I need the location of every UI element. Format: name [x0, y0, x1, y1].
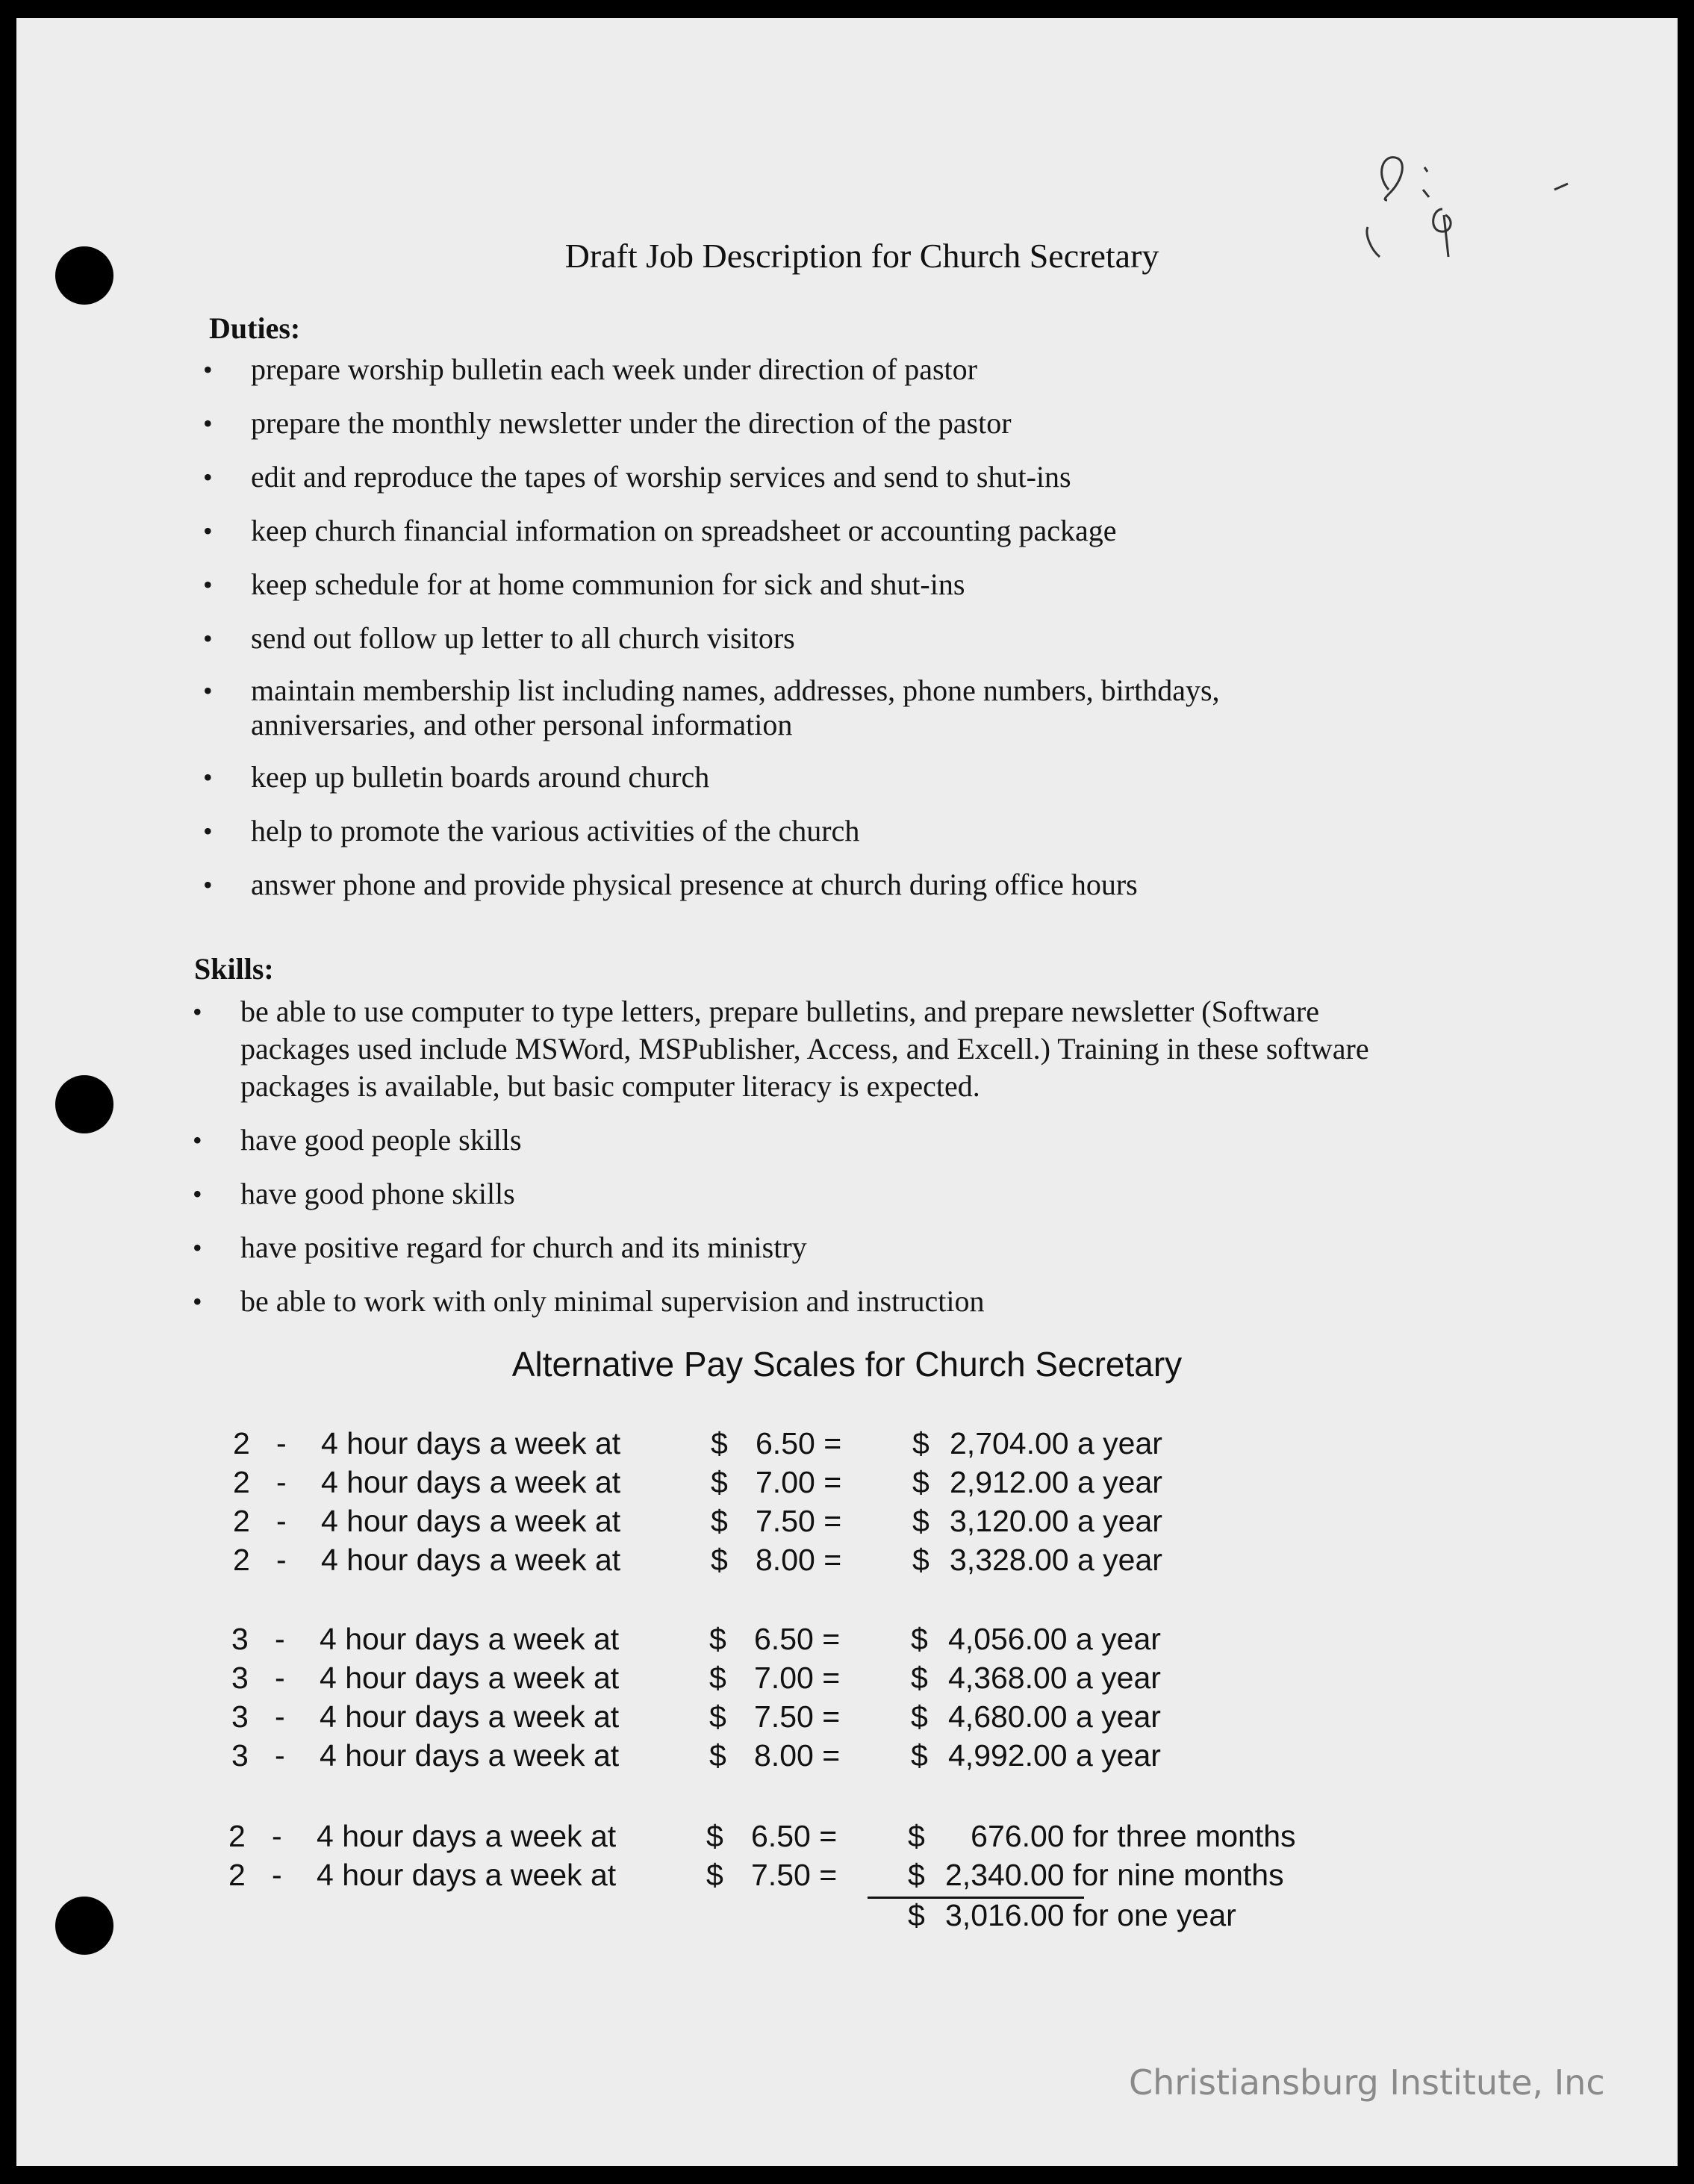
document-title: Draft Job Description for Church Secretary [564, 237, 1159, 275]
amount-dollar-cell: $ [911, 1661, 928, 1695]
dash-cell: - [275, 1661, 285, 1695]
dash-cell: - [272, 1819, 282, 1853]
amount-cell: 676.00 for three months [945, 1819, 1296, 1853]
rate-cell: 6.50 = [751, 1819, 838, 1853]
amount-dollar-cell: $ [912, 1426, 929, 1460]
rate-cell: 7.50 = [754, 1699, 841, 1734]
rate-dollar-cell: $ [709, 1699, 726, 1734]
amount-cell: 2,704.00 a year [950, 1426, 1162, 1460]
amount-cell: 3,328.00 a year [950, 1543, 1162, 1577]
list-item: • maintain membership list including names, addresses, phone numbers, birthdays, anniversaries, and other personal information [203, 673, 1368, 742]
amount-dollar-cell: $ [911, 1622, 928, 1656]
punch-hole-middle [55, 1075, 113, 1133]
rate-dollar-cell: $ [706, 1819, 723, 1853]
amount-cell: 2,912.00 a year [950, 1465, 1162, 1499]
description-cell: 4 hour days a week at [321, 1504, 621, 1538]
rate-dollar-cell: $ [706, 1858, 723, 1892]
amount-cell: 4,056.00 a year [948, 1622, 1161, 1656]
list-item: • be able to work with only minimal supervision and instruction [193, 1283, 1424, 1320]
amount-dollar-cell: $ [912, 1504, 929, 1538]
handwritten-mark [1360, 137, 1577, 317]
amount-cell: 4,368.00 a year [948, 1661, 1161, 1695]
dash-cell: - [275, 1622, 285, 1656]
list-item: • prepare worship bulletin each week under direction of pastor [203, 351, 1368, 388]
days-cell: 3 [231, 1699, 249, 1734]
description-cell: 4 hour days a week at [320, 1699, 620, 1734]
watermark: Christiansburg Institute, Inc [1129, 2062, 1605, 2103]
description-cell: 4 hour days a week at [320, 1738, 620, 1773]
description-cell: 4 hour days a week at [317, 1819, 617, 1853]
amount-dollar-cell: $ [908, 1819, 925, 1853]
days-cell: 3 [231, 1661, 249, 1695]
dash-cell: - [276, 1426, 287, 1460]
list-item: • have positive regard for church and its ministry [193, 1229, 1424, 1266]
amount-dollar-cell: $ [908, 1898, 925, 1932]
list-item: • send out follow up letter to all church visitors [203, 620, 1368, 657]
dash-cell: - [276, 1543, 287, 1577]
rate-dollar-cell: $ [709, 1661, 726, 1695]
amount-cell: 3,016.00 for one year [945, 1898, 1236, 1932]
rate-dollar-cell: $ [709, 1738, 726, 1773]
description-cell: 4 hour days a week at [321, 1465, 621, 1499]
rate-dollar-cell: $ [711, 1543, 728, 1577]
days-cell: 2 [228, 1819, 246, 1853]
days-cell: 2 [228, 1858, 246, 1892]
days-cell: 2 [233, 1504, 250, 1538]
list-item: • keep schedule for at home communion for sick and shut-ins [203, 566, 1368, 603]
duties-heading: Duties: [209, 311, 301, 345]
rate-dollar-cell: $ [711, 1426, 728, 1460]
dash-cell: - [272, 1858, 282, 1892]
days-cell: 3 [231, 1622, 249, 1656]
dash-cell: - [276, 1465, 287, 1499]
amount-cell: 2,340.00 for nine months [945, 1858, 1284, 1892]
list-item: • be able to use computer to type letters, prepare bulletins, and prepare newsletter (Software packages used include MSWord, MSPublisher, Access, and Excell.) Training in these software packages is available, but basic computer literacy is expected. [193, 993, 1424, 1105]
rate-dollar-cell: $ [711, 1504, 728, 1538]
amount-dollar-cell: $ [911, 1699, 928, 1734]
rate-cell: 8.00 = [756, 1543, 842, 1577]
dash-cell: - [275, 1699, 285, 1734]
skills-list [193, 993, 1424, 1320]
description-cell: 4 hour days a week at [321, 1543, 621, 1577]
days-cell: 3 [231, 1738, 249, 1773]
amount-cell: 3,120.00 a year [950, 1504, 1162, 1538]
duties-list [203, 351, 1368, 903]
amount-cell: 4,992.00 a year [948, 1738, 1161, 1773]
pay-scales-title: Alternative Pay Scales for Church Secretary [511, 1345, 1183, 1384]
list-item: • edit and reproduce the tapes of worship services and send to shut-ins [203, 458, 1368, 496]
amount-dollar-cell: $ [912, 1543, 929, 1577]
rate-cell: 7.00 = [754, 1661, 841, 1695]
description-cell: 4 hour days a week at [320, 1661, 620, 1695]
dash-cell: - [275, 1738, 285, 1773]
rate-cell: 7.50 = [756, 1504, 842, 1538]
days-cell: 2 [233, 1543, 250, 1577]
description-cell: 4 hour days a week at [320, 1622, 620, 1656]
amount-dollar-cell: $ [908, 1858, 925, 1892]
description-cell: 4 hour days a week at [317, 1858, 617, 1892]
skills-heading: Skills: [194, 952, 274, 986]
rate-cell: 8.00 = [754, 1738, 841, 1773]
days-cell: 2 [233, 1465, 250, 1499]
dash-cell: - [276, 1504, 287, 1538]
rate-dollar-cell: $ [709, 1622, 726, 1656]
rate-cell: 6.50 = [754, 1622, 841, 1656]
amount-dollar-cell: $ [911, 1738, 928, 1773]
list-item: • prepare the monthly newsletter under the direction of the pastor [203, 405, 1368, 442]
rate-dollar-cell: $ [711, 1465, 728, 1499]
list-item: • help to promote the various activities of the church [203, 812, 1368, 850]
punch-hole-bottom [55, 1897, 113, 1955]
days-cell: 2 [233, 1426, 250, 1460]
list-item: • keep up bulletin boards around church [203, 759, 1368, 796]
amount-dollar-cell: $ [912, 1465, 929, 1499]
description-cell: 4 hour days a week at [321, 1426, 621, 1460]
rate-cell: 7.00 = [756, 1465, 842, 1499]
document-page [16, 18, 1678, 2166]
rate-cell: 6.50 = [756, 1426, 842, 1460]
list-item: • answer phone and provide physical presence at church during office hours [203, 866, 1368, 903]
list-item: • keep church financial information on spreadsheet or accounting package [203, 512, 1368, 550]
list-item: • have good people skills [193, 1121, 1424, 1159]
list-item: • have good phone skills [193, 1175, 1424, 1213]
amount-cell: 4,680.00 a year [948, 1699, 1161, 1734]
rate-cell: 7.50 = [751, 1858, 838, 1892]
